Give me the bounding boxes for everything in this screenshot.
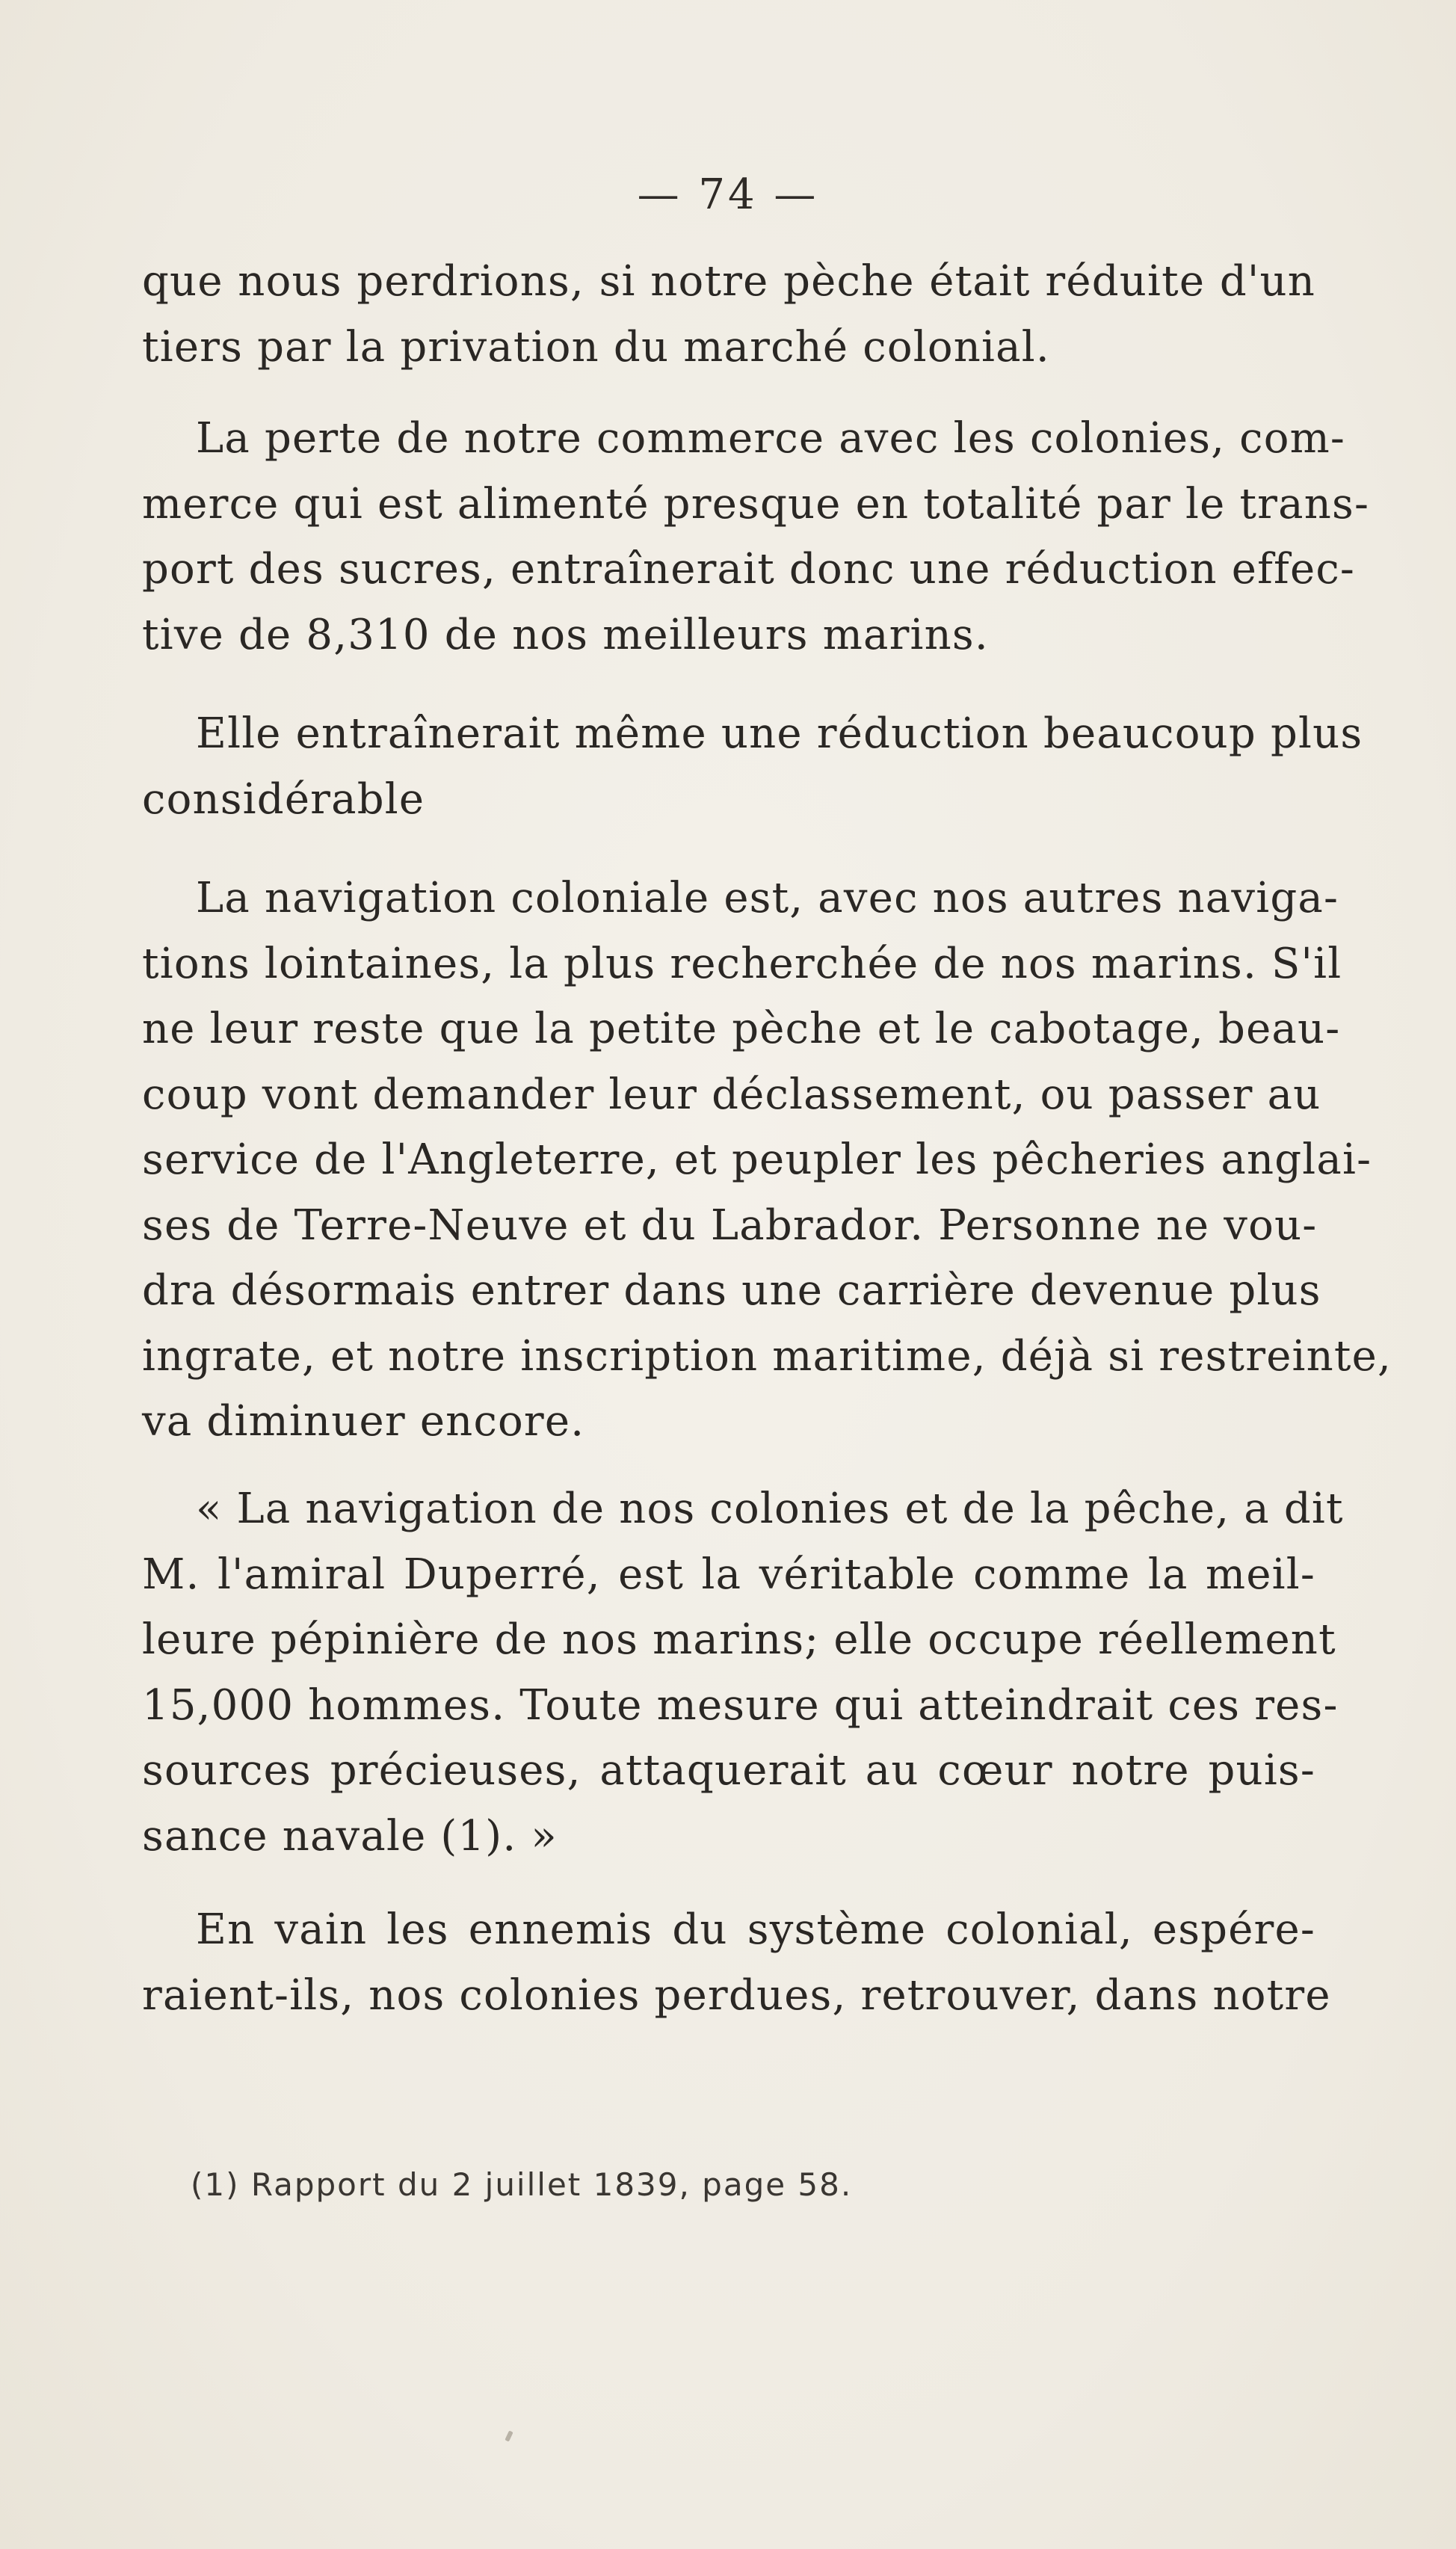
text-line: dra désormais entrer dans une carrière devenue plus (142, 1266, 1321, 1315)
text-line: merce qui est alimenté presque en totalité par le trans- (142, 479, 1370, 528)
text-line: que nous perdrions, si notre pèche était réduite d'un (142, 257, 1315, 306)
text-line: coup vont demander leur déclassement, ou passer au (142, 1070, 1321, 1119)
paragraph-2 (142, 406, 1370, 668)
text-line: tiers par la privation du marché colonial. (142, 322, 1050, 372)
text-line: En vain les ennemis du système colonial, espére- (196, 1905, 1315, 1954)
paragraph-1 (142, 249, 1315, 380)
text-line: La navigation coloniale est, avec nos autres naviga- (196, 874, 1339, 922)
text-line: sources précieuses, attaquerait au cœur notre puis- (142, 1746, 1315, 1795)
text-line: raient-ils, nos colonies perdues, retrouver, dans notre (142, 1970, 1331, 2020)
paragraph-5-quote (142, 1476, 1344, 1869)
text-line: La perte de notre commerce avec les colonies, com- (196, 414, 1346, 463)
text-line: considérable (142, 774, 425, 824)
text-line: « La navigation de nos colonies et de la pêche, a dit (196, 1485, 1344, 1533)
text-line: leure pépinière de nos marins; elle occupe réellement (142, 1615, 1336, 1664)
paragraph-3 (142, 701, 1363, 832)
text-line: tive de 8,310 de nos meilleurs marins. (142, 610, 989, 659)
paragraph-6 (142, 1897, 1331, 2028)
text-line: tions lointaines, la plus recherchée de nos marins. S'il (142, 939, 1342, 988)
text-line: 15,000 hommes. Toute mesure qui atteindrait ces res- (142, 1680, 1339, 1730)
text-line: service de l'Angleterre, et peupler les pêcheries anglai- (142, 1135, 1372, 1184)
paper-speck (505, 2430, 513, 2441)
text-line: Elle entraînerait même une réduction beaucoup plus (196, 709, 1363, 758)
text-line: sance navale (1). » (142, 1811, 558, 1861)
text-line: M. l'amiral Duperré, est la véritable comme la meil- (142, 1550, 1315, 1599)
page-number: — 74 — (637, 170, 819, 219)
text-line: va diminuer encore. (142, 1397, 585, 1446)
text-line: port des sucres, entraînerait donc une réduction effec- (142, 545, 1356, 594)
text-line: ne leur reste que la petite pèche et le cabotage, beau- (142, 1005, 1341, 1053)
text-line: ses de Terre-Neuve et du Labrador. Personne ne vou- (142, 1200, 1318, 1250)
text-line: ingrate, et notre inscription maritime, déjà si restreinte, (142, 1331, 1392, 1381)
paragraph-4 (142, 866, 1392, 1455)
footnote: (1) Rapport du 2 juillet 1839, page 58. (191, 2166, 853, 2203)
